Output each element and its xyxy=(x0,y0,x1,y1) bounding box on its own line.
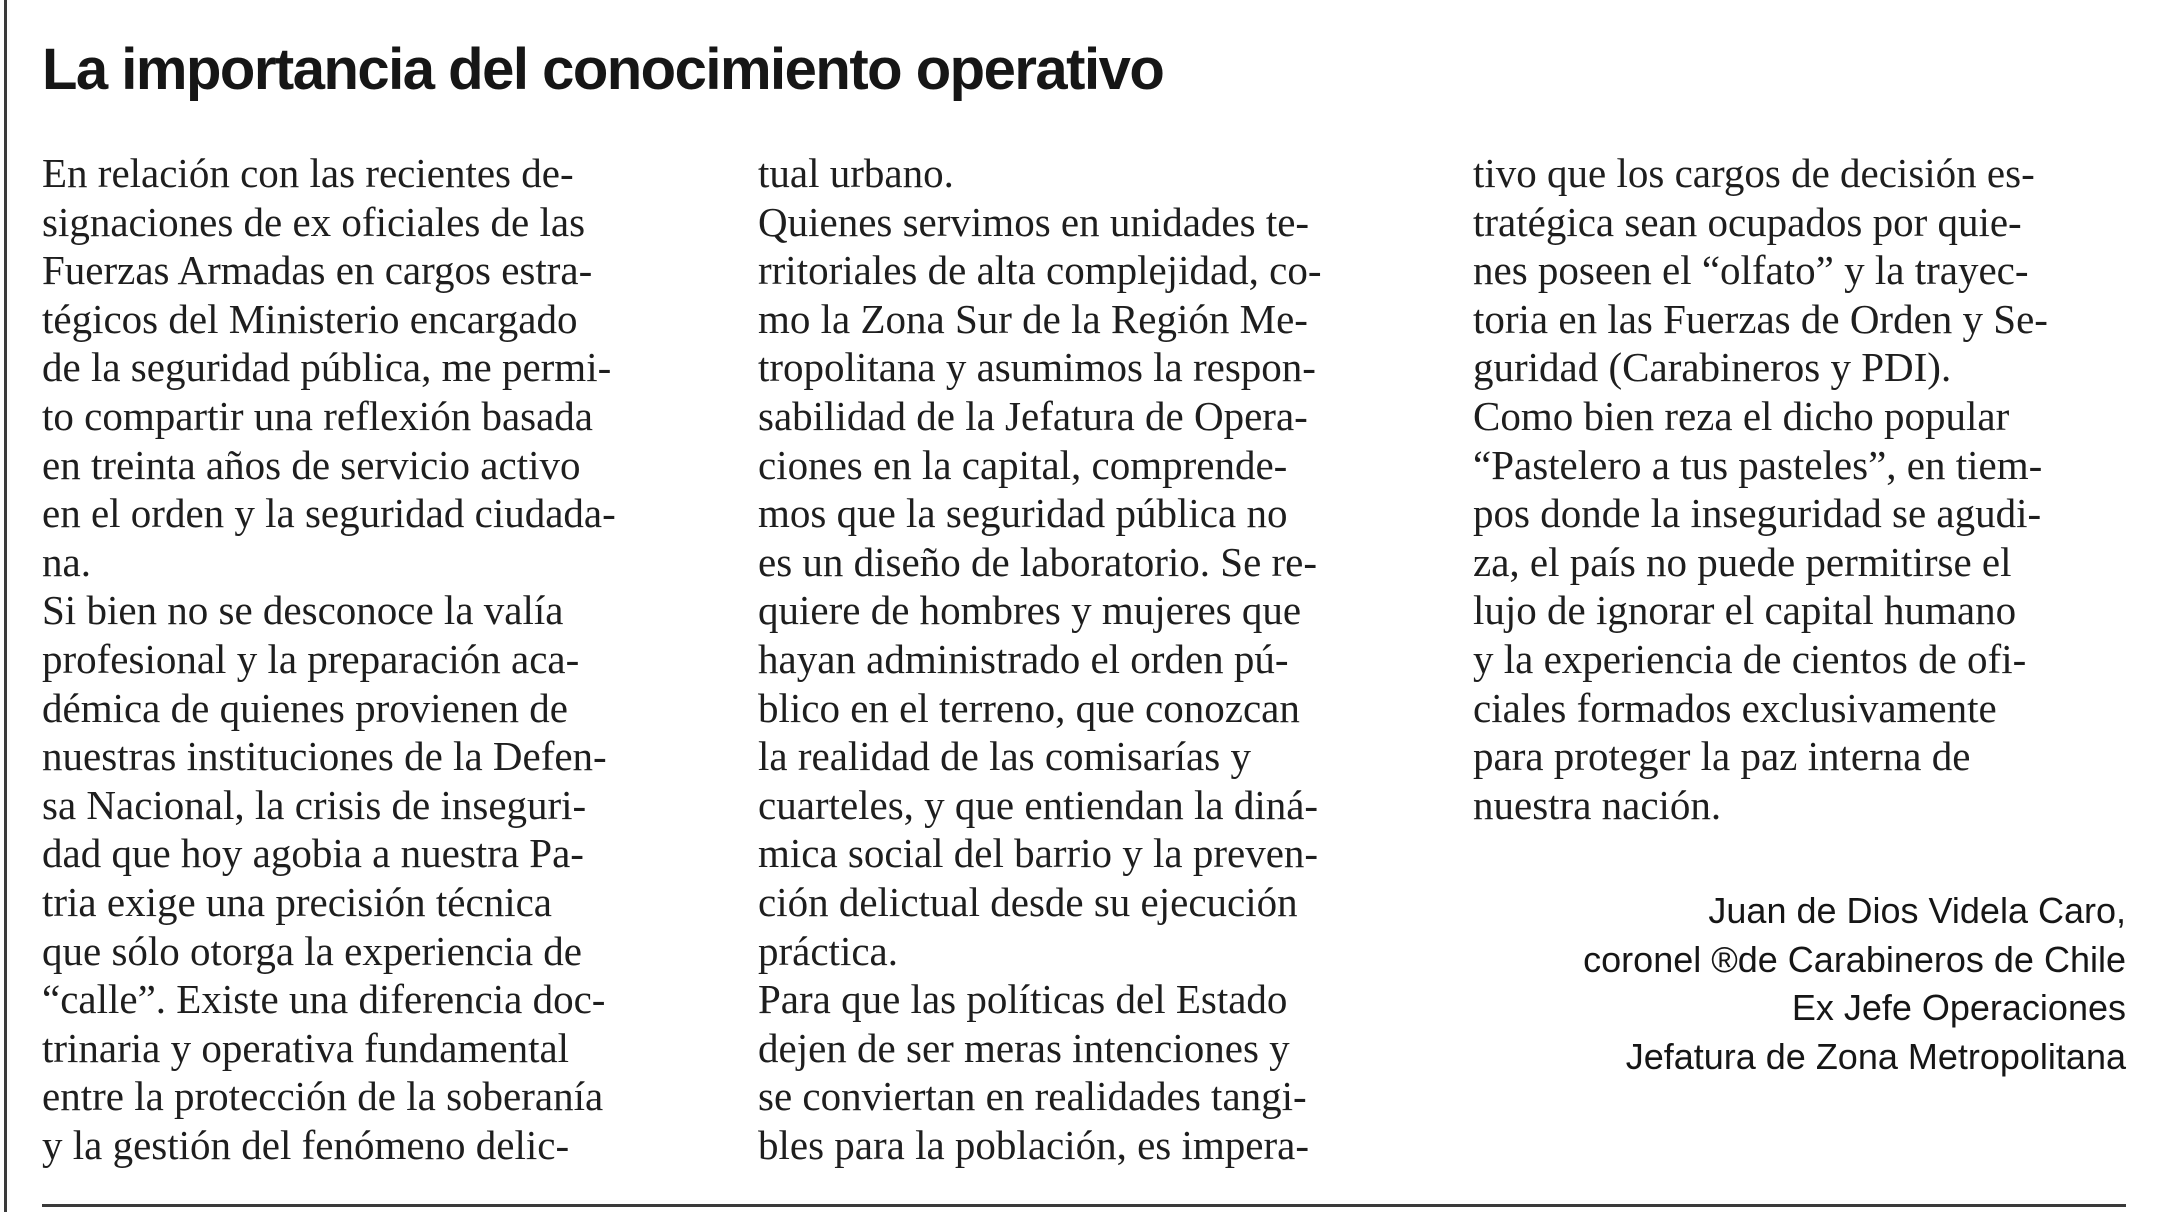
text-line: nes poseen el “olfato” y la trayec- xyxy=(1473,247,2029,294)
text-line: tivo que los cargos de decisión es- xyxy=(1473,150,2035,196)
text-line: na. xyxy=(42,538,91,585)
left-border-rule xyxy=(4,0,7,1212)
text-line: “Pastelero a tus pasteles”, en tiem- xyxy=(1473,441,2043,488)
text-line: nuestra nación. xyxy=(1473,781,1722,828)
author-signature xyxy=(1583,887,2126,1081)
text-line: ciales formados exclusivamente xyxy=(1473,684,1997,731)
text-line: en el orden y la seguridad ciudada- xyxy=(42,490,616,537)
text-line: Para que las políticas del Estado xyxy=(758,976,1288,1023)
text-line: ción delictual desde su ejecución xyxy=(758,878,1298,925)
text-line: pos donde la inseguridad se agudi- xyxy=(1473,490,2042,537)
text-line: rritoriales de alta complejidad, co- xyxy=(758,247,1322,294)
signature-line: Juan de Dios Videla Caro, xyxy=(1708,890,2126,931)
text-line: mica social del barrio y la preven- xyxy=(758,830,1319,877)
text-line: en treinta años de servicio activo xyxy=(42,441,581,488)
text-line: lujo de ignorar el capital humano xyxy=(1473,587,2017,634)
text-line: Como bien reza el dicho popular xyxy=(1473,392,2010,439)
text-line: la realidad de las comisarías y xyxy=(758,733,1251,780)
text-line: trinaria y operativa fundamental xyxy=(42,1024,570,1071)
text-line: to compartir una reflexión basada xyxy=(42,392,593,439)
article-headline: La importancia del conocimiento operativo xyxy=(42,37,1164,102)
text-line: blico en el terreno, que conozcan xyxy=(758,684,1300,731)
text-line: dejen de ser meras intenciones y xyxy=(758,1024,1290,1071)
text-line: signaciones de ex oficiales de las xyxy=(42,198,586,245)
text-line: Quienes servimos en unidades te- xyxy=(758,198,1310,245)
text-line: tratégica sean ocupados por quie- xyxy=(1473,198,2022,245)
text-line: de la seguridad pública, me permi- xyxy=(42,344,612,391)
text-line: za, el país no puede permitirse el xyxy=(1473,538,2012,585)
text-line: y la experiencia de cientos de ofi- xyxy=(1473,635,2027,682)
signature-line: Jefatura de Zona Metropolitana xyxy=(1625,1035,2126,1077)
text-line: En relación con las recientes de- xyxy=(42,150,574,196)
bottom-rule xyxy=(42,1204,2126,1207)
text-line: cuarteles, y que entiendan la diná- xyxy=(758,781,1319,828)
text-line: mo la Zona Sur de la Región Me- xyxy=(758,295,1308,342)
text-line: para proteger la paz interna de xyxy=(1473,733,1971,780)
text-line: es un diseño de laboratorio. Se re- xyxy=(758,538,1318,585)
text-line: toria en las Fuerzas de Orden y Se- xyxy=(1473,295,2048,342)
text-line: tégicos del Ministerio encargado xyxy=(42,295,578,342)
text-line: profesional y la preparación aca- xyxy=(42,635,580,682)
text-line: tropolitana y asumimos la respon- xyxy=(758,344,1316,391)
article-column-1 xyxy=(42,149,732,1169)
text-line: Si bien no se desconoce la valía xyxy=(42,587,564,634)
text-line: que sólo otorga la experiencia de xyxy=(42,927,583,974)
text-line: práctica. xyxy=(758,927,898,974)
text-line: tual urbano. xyxy=(758,150,954,196)
text-line: ciones en la capital, comprende- xyxy=(758,441,1288,488)
text-line: y la gestión del fenómeno delic- xyxy=(42,1121,570,1168)
text-line: dad que hoy agobia a nuestra Pa- xyxy=(42,830,584,877)
text-line: se conviertan en realidades tangi- xyxy=(758,1073,1307,1120)
text-line: tria exige una precisión técnica xyxy=(42,878,552,925)
text-line: sabilidad de la Jefatura de Opera- xyxy=(758,392,1308,439)
text-line: Fuerzas Armadas en cargos estra- xyxy=(42,247,593,294)
text-line: nuestras instituciones de la Defen- xyxy=(42,733,607,780)
text-line: démica de quienes provienen de xyxy=(42,684,568,731)
text-line: entre la protección de la soberanía xyxy=(42,1073,604,1120)
signature-line: coronel ®de Carabineros de Chile xyxy=(1583,938,2126,980)
article-column-3 xyxy=(1473,149,2160,829)
signature-line: Ex Jefe Operaciones xyxy=(1791,987,2126,1029)
text-line: sa Nacional, la crisis de inseguri- xyxy=(42,781,587,828)
text-line: hayan administrado el orden pú- xyxy=(758,635,1289,682)
text-line: quiere de hombres y mujeres que xyxy=(758,587,1302,634)
text-line: “calle”. Existe una diferencia doc- xyxy=(42,976,606,1023)
article-column-2 xyxy=(758,149,1448,1169)
text-line: guridad (Carabineros y PDI). xyxy=(1473,344,1952,391)
text-line: bles para la población, es impera- xyxy=(758,1121,1309,1168)
text-line: mos que la seguridad pública no xyxy=(758,490,1288,537)
